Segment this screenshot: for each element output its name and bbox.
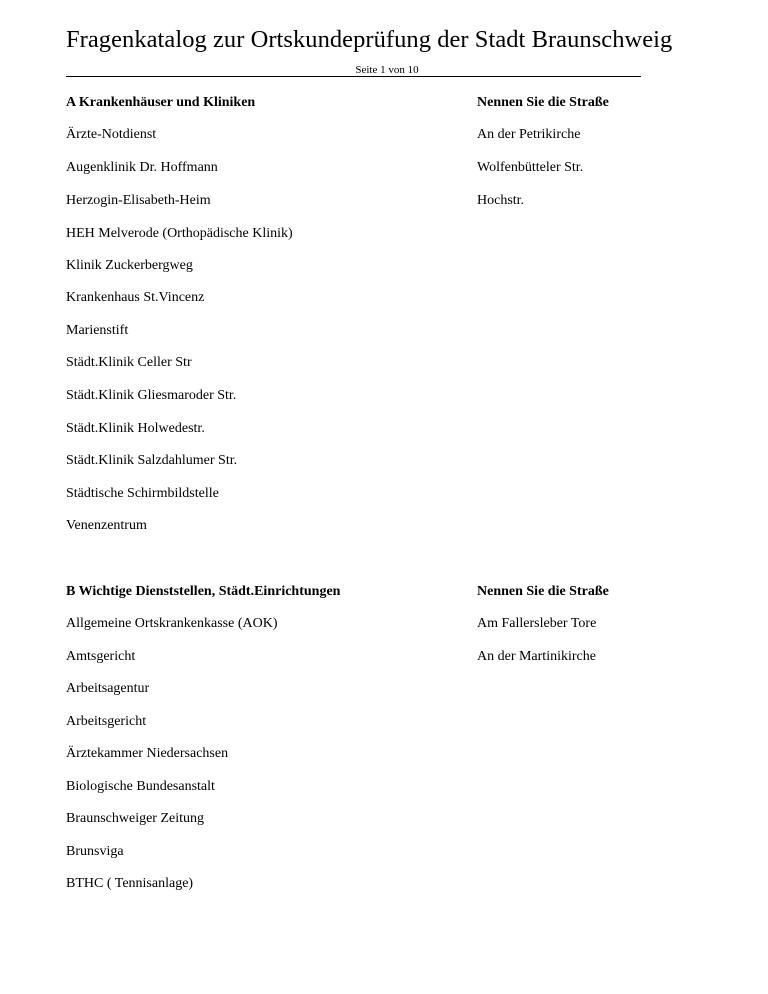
list-item: Städt.Klinik Salzdahlumer Str. bbox=[66, 453, 238, 468]
list-item: Amtsgericht bbox=[66, 649, 136, 664]
list-item: HEH Melverode (Orthopädische Klinik) bbox=[66, 226, 293, 241]
answer-item: Wolfenbütteler Str. bbox=[477, 160, 584, 175]
answer-item: An der Petrikirche bbox=[477, 127, 581, 142]
page-number: Seite 1 von 10 bbox=[355, 64, 419, 76]
list-item: Krankenhaus St.Vincenz bbox=[66, 290, 205, 305]
header-rule bbox=[66, 76, 641, 77]
answer-item: An der Martinikirche bbox=[477, 649, 596, 664]
list-item: Städt.Klinik Celler Str bbox=[66, 355, 192, 370]
list-item: Braunschweiger Zeitung bbox=[66, 811, 205, 826]
section-a-heading: A Krankenhäuser und Kliniken bbox=[66, 95, 256, 110]
list-item: Biologische Bundesanstalt bbox=[66, 779, 215, 794]
list-item: Städtische Schirmbildstelle bbox=[66, 486, 219, 501]
list-item: Städt.Klinik Gliesmaroder Str. bbox=[66, 388, 237, 403]
section-b-answer-heading: Nennen Sie die Straße bbox=[477, 584, 609, 599]
answer-item: Hochstr. bbox=[477, 193, 525, 208]
list-item: Arbeitsgericht bbox=[66, 714, 147, 729]
list-item: BTHC ( Tennisanlage) bbox=[66, 876, 194, 891]
list-item: Augenklinik Dr. Hoffmann bbox=[66, 160, 218, 175]
list-item: Arbeitsagentur bbox=[66, 681, 150, 696]
list-item: Städt.Klinik Holwedestr. bbox=[66, 421, 205, 436]
list-item: Ärzte-Notdienst bbox=[66, 127, 157, 142]
list-item: Marienstift bbox=[66, 323, 129, 338]
list-item: Venenzentrum bbox=[66, 518, 147, 533]
list-item: Allgemeine Ortskrankenkasse (AOK) bbox=[66, 616, 278, 631]
page-title: Fragenkatalog zur Ortskundeprüfung der Stadt Braunschweig bbox=[66, 26, 673, 53]
list-item: Ärztekammer Niedersachsen bbox=[66, 746, 229, 761]
section-a-answer-heading: Nennen Sie die Straße bbox=[477, 95, 609, 110]
list-item: Herzogin-Elisabeth-Heim bbox=[66, 193, 211, 208]
list-item: Klinik Zuckerbergweg bbox=[66, 258, 193, 273]
answer-item: Am Fallersleber Tore bbox=[477, 616, 597, 631]
section-b-heading: B Wichtige Dienststellen, Städt.Einrichtungen bbox=[66, 584, 341, 599]
list-item: Brunsviga bbox=[66, 844, 124, 859]
